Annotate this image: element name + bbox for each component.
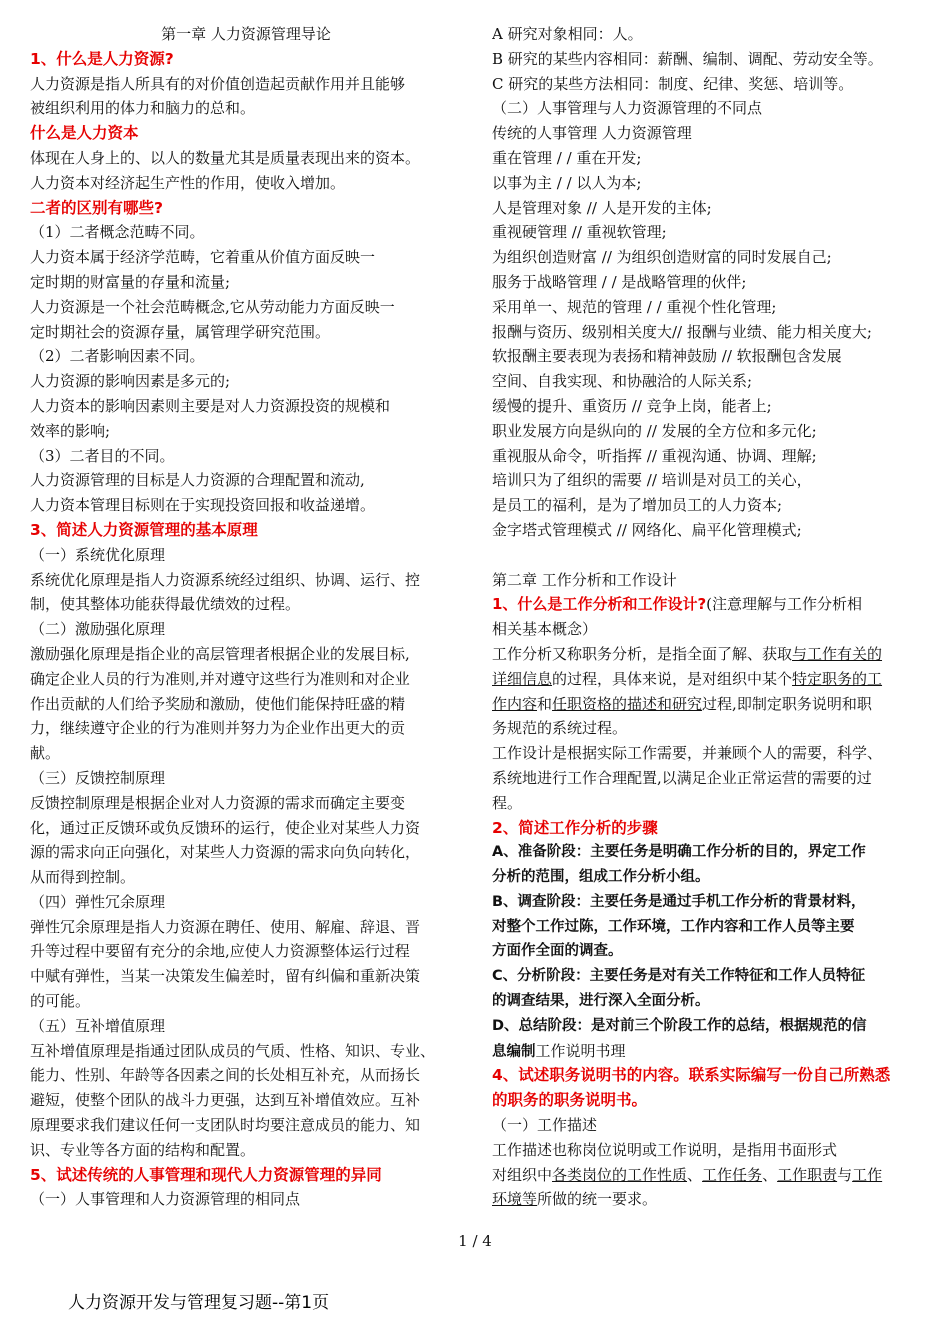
question-note: (注意理解与工作分析相 bbox=[706, 595, 862, 614]
text-line bbox=[492, 1163, 922, 1188]
text-line: 重在管理 / / 重在开发; bbox=[492, 148, 642, 167]
text-line: （二）人事管理与人力资源管理的不同点 bbox=[492, 99, 763, 118]
text-line: 人力资本的影响因素则主要是对人力资源投资的规模和 bbox=[30, 396, 391, 415]
text-line: C、分析阶段：主要任务是对有关工作特征和工作人员特征 bbox=[492, 968, 866, 985]
text-line: 互补增值原理是指通过团队成员的气质、性格、知识、专业、 bbox=[30, 1041, 436, 1060]
text-line: （3）二者目的不同。 bbox=[30, 446, 175, 465]
text-run: 和 bbox=[537, 694, 553, 713]
text-line: 源的需求向正向强化，对某些人力资源的需求向负向转化， bbox=[30, 843, 421, 862]
text-line bbox=[492, 592, 922, 617]
text-line: 软报酬主要表现为表扬和精神鼓励 // 软报酬包含发展 bbox=[492, 347, 842, 366]
text-line: 人力资本管理目标则在于实现投资回报和收益递增。 bbox=[30, 496, 376, 515]
text-run: 过程,即制定职务说明和职 bbox=[702, 694, 872, 713]
text-line: 人力资本对经济起生产性的作用，使收入增加。 bbox=[30, 173, 346, 192]
text-line bbox=[492, 642, 922, 667]
text-line: 从而得到控制。 bbox=[30, 868, 136, 887]
left-column bbox=[30, 22, 462, 1212]
text-run: 、 bbox=[687, 1165, 703, 1184]
text-line: 定时期的财富量的存量和流量; bbox=[30, 272, 231, 291]
text-line: 定时期社会的资源存量，属管理学研究范围。 bbox=[30, 322, 331, 341]
text-line: 被组织利用的体力和脑力的总和。 bbox=[30, 99, 256, 118]
underlined-term: 环境等 bbox=[492, 1190, 538, 1209]
section-heading: 的职务的职务说明书。 bbox=[492, 1091, 648, 1110]
text-line: 报酬与资历、级别相关度大// 报酬与业绩、能力相关度大; bbox=[492, 322, 872, 341]
text-run: 的过程，具体来说，是对组织中某个 bbox=[552, 669, 793, 688]
page-number: 1 / 4 bbox=[458, 1232, 492, 1250]
text-line: 培训只为了组织的需要 // 培训是对员工的关心， bbox=[492, 471, 812, 490]
section-heading: 什么是人力资本 bbox=[30, 124, 139, 143]
text-line: 方面作全面的调查。 bbox=[492, 943, 623, 960]
text-line: （一）人事管理和人力资源管理的相同点 bbox=[30, 1190, 301, 1209]
text-run: 工作说明书理 bbox=[535, 1041, 626, 1060]
text-line: （一）系统优化原理 bbox=[30, 545, 166, 564]
blank-line bbox=[492, 543, 922, 568]
text-line: 体现在人身上的、以人的数量尤其是质量表现出来的资本。 bbox=[30, 148, 421, 167]
text-line: A、准备阶段：主要任务是明确工作分析的目的，界定工作 bbox=[492, 844, 866, 861]
underlined-term: 工作 bbox=[852, 1165, 883, 1184]
bold-run: 息编制 bbox=[492, 1043, 536, 1060]
underlined-term: 与工作有关的 bbox=[792, 644, 883, 663]
underlined-term: 作内容 bbox=[492, 694, 538, 713]
text-line: 确定企业人员的行为准则,并对遵守这些行为准则和对企业 bbox=[30, 669, 410, 688]
text-line: （四）弹性冗余原理 bbox=[30, 892, 166, 911]
underlined-term: 各类岗位的工作性质 bbox=[552, 1165, 688, 1184]
text-line: （二）激励强化原理 bbox=[30, 620, 166, 639]
text-line: 献。 bbox=[30, 744, 61, 763]
text-line: 原理要求我们建议任何一支团队时均要注意成员的能力、知 bbox=[30, 1116, 421, 1135]
underlined-term: 特定职务的工 bbox=[792, 669, 883, 688]
text-run: 工作分析又称职务分析，是指全面了解、获取 bbox=[492, 644, 793, 663]
text-line: B、调查阶段：主要任务是通过手机工作分析的背景材料， bbox=[492, 893, 866, 910]
text-line: 对整个工作过陈，工作环境，工作内容和工作人员等主要 bbox=[492, 918, 855, 935]
text-line: （1）二者概念范畴不同。 bbox=[30, 223, 205, 242]
underlined-term: 工作职责 bbox=[777, 1165, 838, 1184]
text-line: 力，继续遵守企业的行为准则并努力为企业作出更大的贡 bbox=[30, 719, 406, 738]
text-line: 的调查结果，进行深入全面分析。 bbox=[492, 993, 710, 1010]
section-heading: 3、简述人力资源管理的基本原理 bbox=[30, 520, 258, 539]
text-line: 缓慢的提升、重资历 // 竞争上岗，能者上; bbox=[492, 396, 772, 415]
text-line: 的可能。 bbox=[30, 992, 91, 1011]
text-line: 人力资源是指人所具有的对价值创造起贡献作用并且能够 bbox=[30, 74, 406, 93]
text-line: 效率的影响; bbox=[30, 421, 111, 440]
section-heading: 2、简述工作分析的步骤 bbox=[492, 818, 658, 837]
text-line: 系统地进行工作合理配置,以满足企业正常运营的需要的过 bbox=[492, 768, 872, 787]
text-line: 金字塔式管理模式 // 网络化、扁平化管理模式; bbox=[492, 520, 802, 539]
text-line: 程。 bbox=[492, 793, 523, 812]
text-line: 空间、自我实现、和协融洽的人际关系; bbox=[492, 372, 753, 391]
underlined-term: 工作任务 bbox=[702, 1165, 763, 1184]
text-line: 升等过程中要留有充分的余地,应使人力资源整体运行过程 bbox=[30, 942, 410, 961]
text-line: 人力资本属于经济学范畴，它着重从价值方面反映一 bbox=[30, 248, 376, 267]
text-line: （五）互补增值原理 bbox=[30, 1016, 166, 1035]
text-line: （三）反馈控制原理 bbox=[30, 768, 166, 787]
text-line: 人力资源的影响因素是多元的; bbox=[30, 372, 231, 391]
text-line: 化，通过正反馈环或负反馈环的运行，使企业对某些人力资 bbox=[30, 818, 421, 837]
text-line: 作出贡献的人们给予奖励和激励，使他们能保持旺盛的精 bbox=[30, 694, 406, 713]
text-line: C 研究的某些方法相同：制度、纪律、奖惩、培训等。 bbox=[492, 74, 854, 93]
text-line: 服务于战略管理 / / 是战略管理的伙伴; bbox=[492, 272, 747, 291]
text-run: 与 bbox=[837, 1165, 853, 1184]
text-line: 相关基本概念） bbox=[492, 620, 598, 639]
section-heading: 4、试述职务说明书的内容。联系实际编写一份自己所熟悉 bbox=[492, 1066, 891, 1085]
section-heading: 二者的区别有哪些? bbox=[30, 198, 163, 217]
question-heading: 1、什么是工作分析和工作设计? bbox=[492, 595, 707, 614]
text-line: 人力资源是一个社会范畴概念,它从劳动能力方面反映一 bbox=[30, 297, 395, 316]
chapter-title: 第一章 人力资源管理导论 bbox=[161, 25, 331, 43]
text-line: D、总结阶段：是对前三个阶段工作的总结，根据规范的信 bbox=[492, 1017, 867, 1034]
text-line: 第二章 工作分析和工作设计 bbox=[492, 570, 677, 589]
text-run: 对组织中 bbox=[492, 1165, 553, 1184]
text-line: 人力资源管理的目标是人力资源的合理配置和流动, bbox=[30, 471, 365, 490]
text-line: 职业发展方向是纵向的 // 发展的全方位和多元化; bbox=[492, 421, 817, 440]
text-line: 识、专业等各方面的结构和配置。 bbox=[30, 1140, 256, 1159]
text-line: B 研究的某些内容相同：薪酬、编制、调配、劳动安全等。 bbox=[492, 49, 883, 68]
page-footer: 人力资源开发与管理复习题--第1页 bbox=[68, 1293, 330, 1313]
text-run: 、 bbox=[762, 1165, 778, 1184]
text-line: 分析的范围，组成工作分析小组。 bbox=[492, 869, 710, 886]
text-line: 系统优化原理是指人力资源系统经过组织、协调、运行、控 bbox=[30, 570, 421, 589]
section-heading: 5、试述传统的人事管理和现代人力资源管理的异同 bbox=[30, 1165, 382, 1184]
text-line: 务规范的系统过程。 bbox=[492, 719, 628, 738]
text-line: （2）二者影响因素不同。 bbox=[30, 347, 205, 366]
text-line: 中赋有弹性，当某一决策发生偏差时，留有纠偏和重新决策 bbox=[30, 967, 421, 986]
text-line: 工作描述也称岗位说明或工作说明，是指用书面形式 bbox=[492, 1140, 838, 1159]
text-line bbox=[492, 692, 922, 717]
text-line: 能力、性别、年龄等各因素之间的长处相互补充，从而扬长 bbox=[30, 1066, 421, 1085]
text-line bbox=[492, 1039, 922, 1064]
text-line: 采用单一、规范的管理 / / 重视个性化管理; bbox=[492, 297, 777, 316]
text-line: 以事为主 / / 以人为本; bbox=[492, 173, 642, 192]
underlined-term: 任职资格的描述和研究 bbox=[552, 694, 703, 713]
underlined-term: 详细信息 bbox=[492, 669, 553, 688]
text-line: 传统的人事管理 人力资源管理 bbox=[492, 124, 692, 143]
text-line bbox=[492, 1187, 922, 1212]
text-line: 激励强化原理是指企业的高层管理者根据企业的发展目标, bbox=[30, 644, 410, 663]
text-run: 所做的统一要求。 bbox=[537, 1190, 658, 1209]
text-line: 反馈控制原理是根据企业对人力资源的需求而确定主要变 bbox=[30, 793, 406, 812]
text-line: 制，使其整体功能获得最优绩效的过程。 bbox=[30, 595, 301, 614]
text-line: 工作设计是根据实际工作需要，并兼顾个人的需要，科学、 bbox=[492, 744, 883, 763]
text-line: 弹性冗余原理是指人力资源在聘任、使用、解雇、辞退、晋 bbox=[30, 917, 421, 936]
text-line bbox=[492, 667, 922, 692]
text-line: 人是管理对象 // 人是开发的主体; bbox=[492, 198, 712, 217]
text-line: 重视硬管理 // 重视软管理; bbox=[492, 223, 667, 242]
text-line: 为组织创造财富 // 为组织创造财富的同时发展自己; bbox=[492, 248, 832, 267]
text-line: （一）工作描述 bbox=[492, 1116, 598, 1135]
text-line: A 研究对象相同：人。 bbox=[492, 25, 643, 43]
section-heading: 1、什么是人力资源? bbox=[30, 49, 174, 68]
text-line: 避短，使整个团队的战斗力更强，达到互补增值效应。互补 bbox=[30, 1091, 421, 1110]
text-line: 重视服从命令，听指挥 // 重视沟通、协调、理解; bbox=[492, 446, 817, 465]
text-line: 是员工的福利，是为了增加员工的人力资本; bbox=[492, 496, 783, 515]
right-column bbox=[492, 22, 922, 1212]
